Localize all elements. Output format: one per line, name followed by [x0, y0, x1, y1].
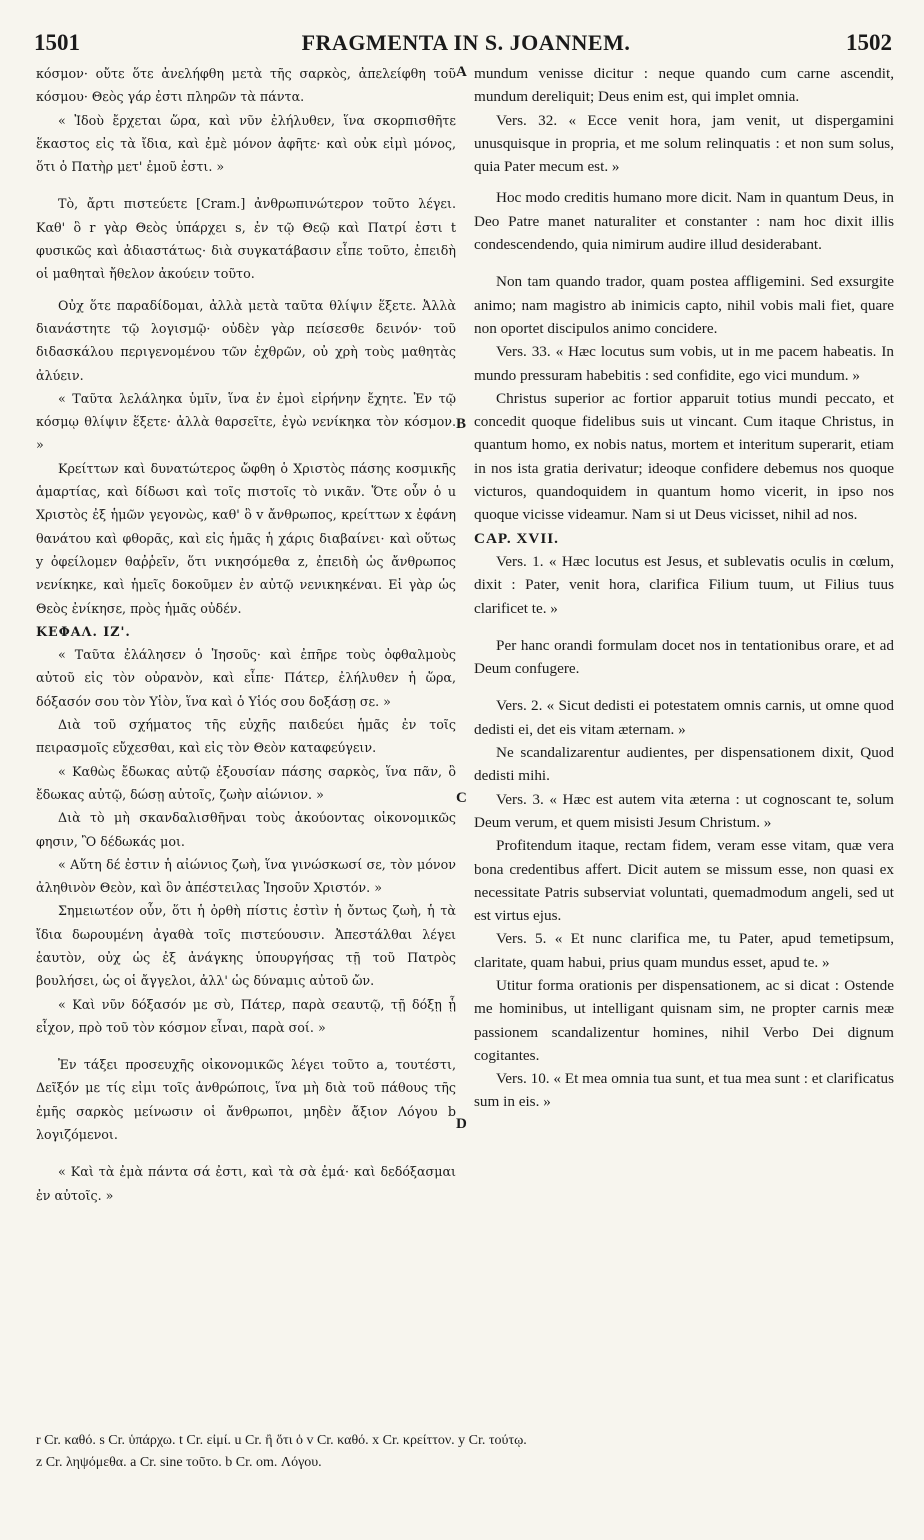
margin-letter-b: B [456, 416, 467, 432]
latin-paragraph: Per hanc orandi formulam docet nos in tentationibus orare, et ad Deum confugere. [474, 636, 894, 678]
greek-paragraph: Διὰ τὸ μὴ σκανδαλισθῆναι τοὺς ἀκούοντας οἰκονομικῶς φησιν, Ὃ δέδωκάς μοι. [36, 810, 456, 849]
greek-verse: « Καὶ τὰ ἐμὰ πάντα σά ἐστι, καὶ τὰ σὰ ἐμά· καὶ δεδόξασμαι ἐν αὐτοῖς. » [36, 1164, 456, 1203]
greek-paragraph: Οὐχ ὅτε παραδίδομαι, ἀλλὰ μετὰ ταῦτα θλίψιν ἕξετε. Ἀλλὰ διανάστητε τῷ λογισμῷ· οὐδὲν γὰρ πείσεσθε δεινόν· τοῦ διδασκάλου περιγενομένου τῶν ἐχθρῶν, οὐ χρὴ τοὺς μαθητὰς ἀλύειν. [36, 297, 456, 383]
margin-letter-d: D [456, 1116, 467, 1132]
greek-paragraph: Ἐν τάξει προσευχῆς οἰκονομικῶς λέγει τοῦτο a, τουτέστι, Δεῖξόν με τίς εἰμι τοῖς ἀνθρώποις, ἵνα μὴ διὰ τοῦ πάθους τῆς ἐμῆς σαρκὸς μείνωσιν οἱ ἄνθρωποι, μηδὲν ἄξιον Λόγου b λογιζόμενοι. [36, 1057, 456, 1143]
latin-verse: Vers. 32. « Ecce venit hora, jam venit, ut dispergamini unusquisque in propria, et me solum relinquatis : et non sum solus, quia Pater mecum est. » [474, 111, 894, 176]
latin-paragraph: mundum venisse dicitur : neque quando cum carne ascendit, mundum dereliquit; Deus enim est, qui implet omnia. [474, 65, 894, 106]
latin-paragraph: Non tam quando trador, quam postea affligemini. Sed exsurgite animo; nam magistro ab inimicis capto, nihil vobis mali fiet, quare non oportet discipulos animo concidere. [474, 273, 894, 337]
footnote-line: r Cr. καθό. s Cr. ὑπάρχω. t Cr. εἰμί. u Cr. ἢ ὅτι ὁ v Cr. καθό. x Cr. κρείττον. y Cr. τούτῳ. [36, 1433, 527, 1448]
latin-verse: Vers. 10. « Et mea omnia tua sunt, et tua mea sunt : et clarificatus sum in eis. » [474, 1070, 894, 1111]
footnote-line: z Cr. ληψόμεθα. a Cr. sine τοῦτο. b Cr. om. Λόγου. [36, 1455, 322, 1470]
latin-paragraph: Ne scandalizarentur audientes, per dispensationem dixit, Quod dedisti mihi. [474, 744, 894, 785]
greek-verse: « Ταῦτα ἐλάλησεν ὁ Ἰησοῦς· καὶ ἐπῆρε τοὺς ὀφθαλμοὺς αὐτοῦ εἰς τὸν οὐρανὸν, καὶ εἶπε· Πάτερ, ἐλήλυθεν ἡ ὥρα, δόξασόν σου τὸν Υἱὸν, ἵνα καὶ ὁ Υἱός σου δοξάσῃ σε. » [36, 647, 456, 709]
greek-paragraph: κόσμον· οὔτε ὅτε ἀνελήφθη μετὰ τῆς σαρκὸς, ἀπελείφθη τοῦ κόσμου· Θεὸς γάρ ἐστι πληρῶν τὰ πάντα. [36, 66, 456, 105]
page-number-right: 1502 [846, 30, 892, 55]
greek-column [36, 62, 456, 1207]
running-title: FRAGMENTA IN S. JOANNEM. [301, 30, 631, 55]
latin-column [474, 62, 894, 1114]
greek-verse: « Ἰδοὺ ἔρχεται ὥρα, καὶ νῦν ἐλήλυθεν, ἵνα σκορπισθῆτε ἕκαστος εἰς τὰ ἴδια, καὶ ἐμὲ μόνον ἀφῆτε· καὶ οὐκ εἰμὶ μόνος, ὅτι ὁ Πατὴρ μετ' ἐμοῦ ἐστι. » [36, 112, 456, 175]
page-header [28, 30, 904, 62]
latin-verse: Vers. 5. « Et nunc clarifica me, tu Pater, apud temetipsum, claritate, quam habui, prius quam mundus esset, apud te. » [474, 930, 894, 971]
greek-paragraph: Διὰ τοῦ σχήματος τῆς εὐχῆς παιδεύει ἡμᾶς ἐν τοῖς πειρασμοῖς εὔχεσθαι, καὶ εἰς τὸν Θεὸν καταφεύγειν. [36, 717, 456, 756]
greek-verse: « Καθὼς ἔδωκας αὐτῷ ἐξουσίαν πάσης σαρκὸς, ἵνα πᾶν, ὃ ἔδωκας αὐτῷ, δώσῃ αὐτοῖς, ζωὴν αἰώνιον. » [36, 763, 456, 802]
footnotes [36, 1430, 904, 1474]
latin-paragraph: Hoc modo creditis humano more dicit. Nam in quantum Deus, in Deo Patre manet naturaliter et constanter : nam hoc dixit illis condescendendo, quia nimirum audire illud desiderabant. [474, 189, 894, 254]
latin-paragraph: Utitur forma orationis per dispensationem, ac si dicat : Ostende me hominibus, ut intelligant quisnam sim, ne propter carnis meæ passionem scandalizentur homines, nihil Verbo Dei dignum cogitantes. [474, 976, 894, 1064]
greek-verse: « Καὶ νῦν δόξασόν με σὺ, Πάτερ, παρὰ σεαυτῷ, τῇ δόξῃ ᾗ εἶχον, πρὸ τοῦ τὸν κόσμον εἶναι, παρὰ σοί. » [36, 996, 456, 1035]
greek-verse: « Ταῦτα λελάληκα ὑμῖν, ἵνα ἐν ἐμοὶ εἰρήνην ἔχητε. Ἐν τῷ κόσμῳ θλίψιν ἕξετε· ἀλλὰ θαρσεῖτε, ἐγὼ νενίκηκα τὸν κόσμον. » [36, 390, 456, 453]
latin-verse: Vers. 2. « Sicut dedisti ei potestatem omnis carnis, ut omne quod dedisti ei, det eis vitam æternam. » [474, 697, 894, 738]
margin-letter-a: A [456, 64, 467, 80]
greek-paragraph: Τὸ, ἄρτι πιστεύετε [Cram.] ἀνθρωπινώτερον τοῦτο λέγει. Καθ' ὃ r γὰρ Θεὸς ὑπάρχει s, ἐν τῷ Θεῷ καὶ Πατρί ἐστι t φυσικῶς καὶ ἀδιαστάτως· διὰ συγκατάβασιν εἶπε τοῦτο, ἐπειδὴ οἱ μαθηταὶ ἤθελον ἀκούειν τοῦτο. [36, 196, 456, 282]
latin-paragraph: Christus superior ac fortior apparuit totius mundi peccato, et concedit quoque fidelibus suis ut vincant. Cum itaque Christus, in quantum homo, ex nobis natus, mortem et interitum superarit, etiam in nos ista gratia derivatur; ideoque confidere debemus nos quoque victuros, quandoquidem in quantum homo vicerit, in ipso nos quoque vicisse videamur. Nam si ut Deus vicisset, nihil ad nos. [474, 389, 894, 524]
greek-paragraph: Σημειωτέον οὖν, ὅτι ἡ ὀρθὴ πίστις ἐστὶν ἡ ὄντως ζωὴ, ἡ τὰ ἴδια δωρουμένη ἀγαθὰ τοῖς πιστεύουσιν. Ἀπεστάλθαι λέγει ἑαυτὸν, οὐχ ὡς ἐξ ἀνάγκης ὑπουργήσας τῇ τοῦ Πατρὸς βουλήσει, ὡς οἱ ἄγγελοι, ἀλλ' ὡς δύναμις αὐτοῦ ὤν. [36, 903, 456, 989]
margin-letter-c: C [456, 790, 467, 806]
page-number-left: 1501 [34, 30, 80, 55]
chapter-heading-latin: CAP. XVII. [474, 529, 559, 547]
latin-verse: Vers. 1. « Hæc locutus est Jesus, et sublevatis oculis in cœlum, dixit : Pater, venit hora, clarifica Filium tuum, ut Filius tuus clarificet te. » [474, 552, 894, 617]
latin-paragraph: Profitendum itaque, rectam fidem, veram esse vitam, quæ vera bona credentibus affert. Dicit autem se missum esse, non quasi ex necessitate Patris subserviat voluntati, quemadmodum angeli, sed ut est virtus ejus. [474, 837, 894, 925]
greek-paragraph: Κρείττων καὶ δυνατώτερος ὤφθη ὁ Χριστὸς πάσης κοσμικῆς ἁμαρτίας, καὶ δίδωσι καὶ τοῖς πιστοῖς τὸ νικᾶν. Ὅτε οὖν ὁ u Χριστὸς ἐξ ἡμῶν γεγονὼς, καθ' ὃ v ἄνθρωπος, κρείττων x ἐφάνη θανάτου καὶ φθορᾶς, καὶ εἰς ἡμᾶς ἡ χάρις διαβαίνει· καὶ οὕτως y ὀφείλομεν θαῤῥεῖν, ὅτι νικησόμεθα z, ἐπειδὴ ὡς ἄνθρωπος νενίκηκε, καὶ ἡμεῖς δοκοῦμεν ἐν αὐτῷ νενικηκέναι. Εἰ γὰρ ὡς Θεὸς ἐνίκησε, πρὸς ἡμᾶς οὐδέν. [36, 460, 456, 616]
chapter-heading-greek: ΚΕΦΑΛ. ΙΖ'. [36, 623, 131, 639]
latin-verse: Vers. 33. « Hæc locutus sum vobis, ut in me pacem habeatis. In mundo pressuram habebitis : sed confidite, ego vici mundum. » [474, 343, 894, 384]
greek-verse: « Αὕτη δέ ἐστιν ἡ αἰώνιος ζωὴ, ἵνα γινώσκωσί σε, τὸν μόνον ἀληθινὸν Θεὸν, καὶ ὃν ἀπέστειλας Ἰησοῦν Χριστόν. » [36, 856, 456, 896]
latin-verse: Vers. 3. « Hæc est autem vita æterna : ut cognoscant te, solum Deum verum, et quem misisti Jesum Christum. » [474, 790, 894, 831]
